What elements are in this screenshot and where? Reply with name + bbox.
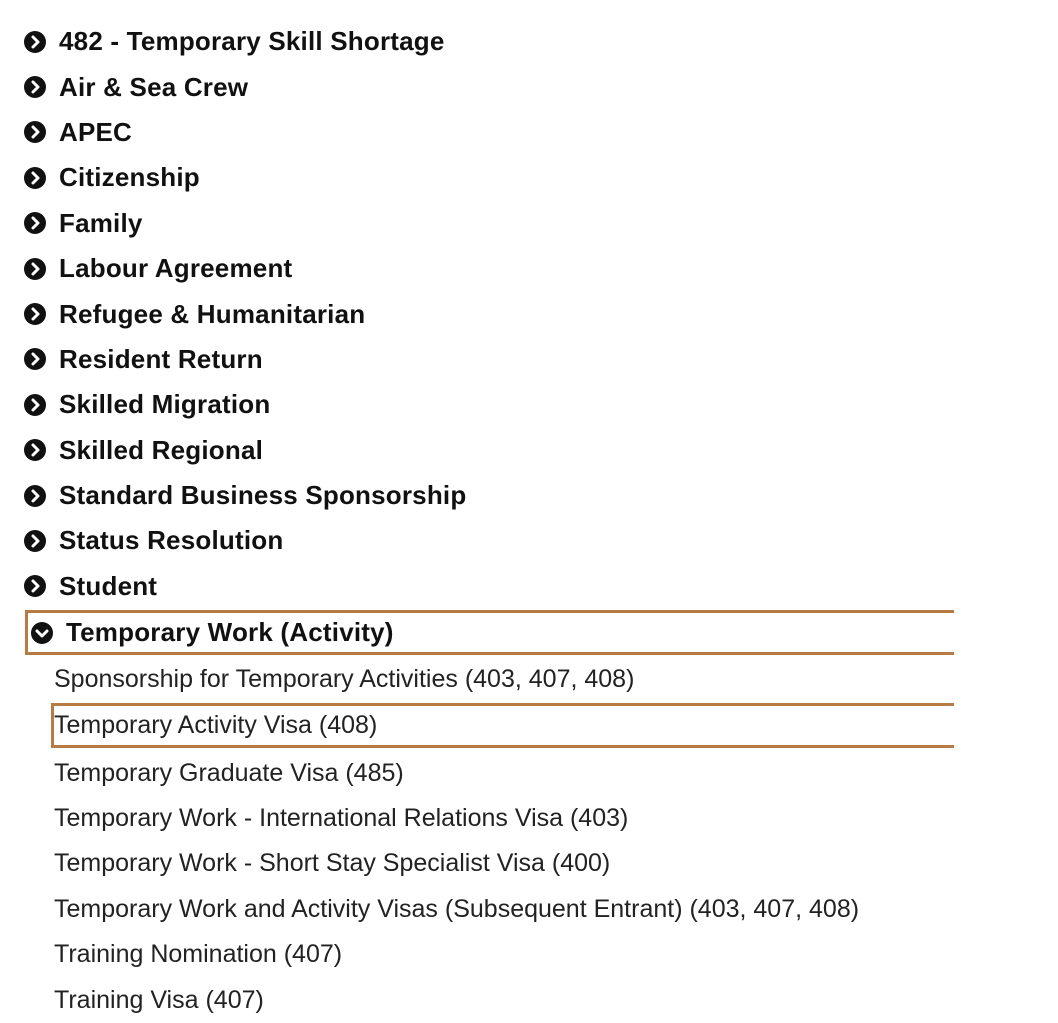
subitem-temporary-graduate-visa[interactable] <box>24 750 954 795</box>
category-label: Citizenship <box>59 162 200 193</box>
chevron-right-circle-icon <box>24 485 46 507</box>
chevron-right-circle-icon <box>24 348 46 370</box>
chevron-right-circle-icon <box>24 258 46 280</box>
chevron-right-circle-icon <box>24 31 46 53</box>
visa-category-list <box>24 19 954 1023</box>
subitem-label: Training Visa (407) <box>54 985 264 1014</box>
subitem-label: Temporary Work and Activity Visas (Subsequent Entrant) (403, 407, 408) <box>54 894 860 923</box>
category-label: Refugee & Humanitarian <box>59 298 366 329</box>
chevron-right-circle-icon <box>24 76 46 98</box>
category-item-resident-return[interactable] <box>24 337 954 382</box>
subitem-label: Temporary Activity Visa (408) <box>54 711 378 740</box>
category-item-482[interactable] <box>24 19 954 64</box>
subitem-subsequent-entrant[interactable] <box>24 887 954 932</box>
category-item-temporary-work-activity[interactable] <box>25 610 954 655</box>
category-item-student[interactable] <box>24 564 954 609</box>
category-label: Temporary Work (Activity) <box>66 617 394 648</box>
category-item-refugee-humanitarian[interactable] <box>24 291 954 336</box>
chevron-right-circle-icon <box>24 121 46 143</box>
category-item-status-resolution[interactable] <box>24 518 954 563</box>
chevron-right-circle-icon <box>24 575 46 597</box>
category-label: Labour Agreement <box>59 253 293 284</box>
category-item-skilled-regional[interactable] <box>24 428 954 473</box>
subitem-label: Training Nomination (407) <box>54 940 343 969</box>
subitem-training-visa[interactable] <box>24 977 954 1022</box>
chevron-right-circle-icon <box>24 394 46 416</box>
category-item-standard-business-sponsorship[interactable] <box>24 473 954 518</box>
subitem-short-stay-specialist-visa[interactable] <box>24 841 954 886</box>
category-label: Skilled Regional <box>59 434 264 465</box>
category-item-air-sea-crew[interactable] <box>24 64 954 109</box>
category-label: Student <box>59 570 158 601</box>
chevron-down-circle-icon <box>31 622 53 644</box>
subitem-international-relations-visa[interactable] <box>24 796 954 841</box>
category-label: Resident Return <box>59 343 263 374</box>
subitem-label: Temporary Graduate Visa (485) <box>54 758 404 787</box>
subitem-temporary-activity-visa[interactable] <box>51 703 954 748</box>
subitem-sponsorship-temporary-activities[interactable] <box>24 657 954 702</box>
category-label: 482 - Temporary Skill Shortage <box>59 26 445 57</box>
chevron-right-circle-icon <box>24 212 46 234</box>
chevron-right-circle-icon <box>24 167 46 189</box>
chevron-right-circle-icon <box>24 530 46 552</box>
subitem-label: Sponsorship for Temporary Activities (403, 407, 408) <box>54 665 635 694</box>
category-item-skilled-migration[interactable] <box>24 382 954 427</box>
category-item-family[interactable] <box>24 201 954 246</box>
category-label: Skilled Migration <box>59 389 271 420</box>
subitem-label: Temporary Work - Short Stay Specialist Visa (400) <box>54 849 611 878</box>
category-label: Family <box>59 207 143 238</box>
category-item-apec[interactable] <box>24 110 954 155</box>
category-label: Standard Business Sponsorship <box>59 480 467 511</box>
chevron-right-circle-icon <box>24 439 46 461</box>
chevron-right-circle-icon <box>24 303 46 325</box>
category-item-citizenship[interactable] <box>24 155 954 200</box>
subitem-label: Temporary Work - International Relations Visa (403) <box>54 804 629 833</box>
category-item-labour-agreement[interactable] <box>24 246 954 291</box>
subitem-training-nomination[interactable] <box>24 932 954 977</box>
category-label: Status Resolution <box>59 525 284 556</box>
category-label: APEC <box>59 116 133 147</box>
category-label: Air & Sea Crew <box>59 71 249 102</box>
